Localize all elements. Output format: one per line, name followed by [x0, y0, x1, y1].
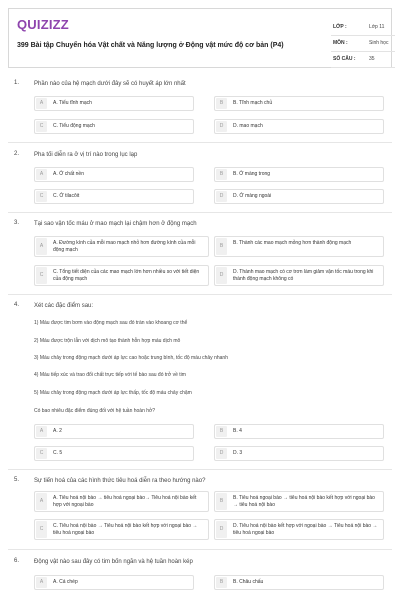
option-letter: C	[36, 191, 47, 202]
meta-key: LỚP :	[333, 24, 347, 30]
option-d[interactable]	[214, 189, 384, 204]
option-letter: B	[216, 493, 227, 510]
option-b[interactable]	[214, 491, 384, 512]
option-letter: C	[36, 267, 47, 284]
question-number: 3.	[14, 220, 20, 226]
option-letter: C	[36, 448, 47, 459]
meta-key: MÔN :	[333, 40, 348, 46]
option-letter: A	[36, 238, 47, 255]
option-text: D. 3	[233, 450, 243, 456]
question-divider	[8, 142, 392, 143]
option-a[interactable]	[34, 491, 209, 512]
option-text: D. Thành mao mạch có cơ trơn làm giảm vận tốc máu trong khi thành động mạch không có	[233, 269, 374, 282]
option-b[interactable]	[214, 575, 384, 590]
worksheet-meta	[331, 20, 395, 68]
question-number: 4.	[14, 302, 20, 308]
question-number: 2.	[14, 151, 20, 157]
statement-5: 5) Máu chảy trong động mạch dưới áp lực thấp, tốc độ máu chảy chậm	[34, 390, 192, 396]
option-a[interactable]	[34, 424, 194, 439]
statement-4: 4) Máu tiếp xúc và trao đổi chất trực tiếp với tế bào sau đó trở về tim	[34, 372, 186, 378]
option-a[interactable]	[34, 575, 194, 590]
option-letter: B	[216, 238, 227, 255]
option-a[interactable]	[34, 236, 209, 257]
option-text: B. Tiêu hoá ngoại bào → tiêu hoá nội bào kết hợp với ngoại bào → tiêu hoá nội bào	[233, 495, 375, 508]
statement-1: 1) Máu được tim bơm vào động mạch sau đó tràn vào khoang cơ thể	[34, 320, 188, 326]
option-c[interactable]	[34, 519, 209, 540]
question-number: 6.	[14, 558, 20, 564]
option-b[interactable]	[214, 424, 384, 439]
worksheet-header	[8, 8, 392, 68]
option-text: B. 4	[233, 428, 242, 434]
option-c[interactable]	[34, 189, 194, 204]
option-letter: A	[36, 169, 47, 180]
statement-2: 2) Máu được trộn lẫn với dịch mô tạo thành hỗn hợp máu dịch mô	[34, 338, 181, 344]
option-b[interactable]	[214, 236, 384, 257]
option-letter: A	[36, 426, 47, 437]
option-letter: B	[216, 577, 227, 588]
option-letter: B	[216, 426, 227, 437]
option-d[interactable]	[214, 519, 384, 540]
option-letter: D	[216, 191, 227, 202]
option-text: C. Ở tilacôit	[53, 193, 80, 199]
meta-question-count	[331, 52, 395, 68]
option-b[interactable]	[214, 167, 384, 182]
option-text: B. Châu chấu	[233, 579, 264, 585]
meta-grade	[331, 20, 395, 36]
question-number: 5.	[14, 477, 20, 483]
option-b[interactable]	[214, 96, 384, 111]
option-letter: D	[216, 448, 227, 459]
question-text: Pha tối diễn ra ở vị trí nào trong lục lạp	[34, 152, 138, 158]
option-letter: D	[216, 521, 227, 538]
option-letter: C	[36, 121, 47, 132]
meta-value: Sinh học	[369, 40, 389, 46]
statement-3: 3) Máu chảy trong động mạch dưới áp lực cao hoặc trung bình, tốc độ máu chảy nhanh	[34, 355, 228, 361]
option-a[interactable]	[34, 167, 194, 182]
question-divider	[8, 549, 392, 550]
option-letter: A	[36, 493, 47, 510]
option-c[interactable]	[34, 119, 194, 134]
option-d[interactable]	[214, 119, 384, 134]
option-text: D. Tiêu hoá nội bào kết hợp với ngoại bào → Tiêu hoá nội bào → tiêu hoá ngoại bào	[233, 523, 378, 536]
meta-subject	[331, 36, 395, 52]
option-letter: D	[216, 267, 227, 284]
option-d[interactable]	[214, 446, 384, 461]
question-text: Sự tiến hoá của các hình thức tiêu hoá diễn ra theo hướng nào?	[34, 478, 206, 484]
option-text: A. Tiểu tĩnh mạch	[53, 100, 92, 106]
quizizz-logo: QUIZIZZ	[17, 17, 69, 32]
option-text: A. 2	[53, 428, 62, 434]
option-d[interactable]	[214, 265, 384, 286]
question-divider	[8, 469, 392, 470]
option-c[interactable]	[34, 265, 209, 286]
worksheet-title: 399 Bài tập Chuyển hóa Vật chất và Năng lượng ở Động vật mức độ cơ bản (P4)	[17, 42, 284, 49]
question-divider	[8, 294, 392, 295]
option-text: A. Cá chép	[53, 579, 78, 585]
option-a[interactable]	[34, 96, 194, 111]
option-c[interactable]	[34, 446, 194, 461]
option-letter: B	[216, 98, 227, 109]
option-text: C. Tiêu hoá nội bào → Tiêu hoá nội bào kết hợp với ngoại bào → tiêu hoá ngoại bào	[53, 523, 198, 536]
question-text: Tại sao vận tốc máu ở mao mạch lại chậm hơn ở động mạch	[34, 221, 197, 227]
option-letter: A	[36, 98, 47, 109]
option-text: A. Ở chất nền	[53, 171, 84, 177]
question-text: Động vật nào sau đây có tim bốn ngăn và hệ tuần hoàn kép	[34, 559, 193, 565]
option-text: C. Tiểu động mạch	[53, 123, 95, 129]
question-text: Xét các đặc điểm sau:	[34, 303, 94, 309]
option-text: A. Đường kính của mỗi mao mạch nhỏ hơn đường kính của mỗi động mạch	[53, 240, 196, 253]
option-text: C. 5	[53, 450, 63, 456]
option-text: C. Tổng tiết diện của các mao mạch lớn hơn nhiều so với tiết diện của động mạch	[53, 269, 200, 282]
meta-value: Lớp 11	[369, 24, 385, 30]
option-letter: D	[216, 121, 227, 132]
option-text: D. Ở màng ngoài	[233, 193, 272, 199]
option-text: D. mao mạch	[233, 123, 263, 129]
meta-value: 35	[369, 56, 375, 62]
question-number: 1.	[14, 80, 20, 86]
question-text: Phần nào của hệ mạch dưới đây sẽ có huyết áp lớn nhất	[34, 81, 186, 87]
option-text: B. Tĩnh mạch chủ	[233, 100, 273, 106]
question-divider	[8, 212, 392, 213]
meta-key: SỐ CÂU :	[333, 56, 356, 62]
option-letter: A	[36, 577, 47, 588]
option-text: A. Tiêu hoá nội bào → tiêu hoá ngoại bào→ Tiêu hoá nội bào kết hợp với ngoại bào	[53, 495, 197, 508]
option-text: B. Ở màng trong	[233, 171, 271, 177]
option-letter: B	[216, 169, 227, 180]
question-prompt: Có bao nhiêu đặc điểm đúng đối với hệ tuần hoàn hở?	[34, 408, 156, 414]
option-letter: C	[36, 521, 47, 538]
option-text: B. Thành các mao mạch mỏng hơn thành động mạch	[233, 240, 352, 246]
